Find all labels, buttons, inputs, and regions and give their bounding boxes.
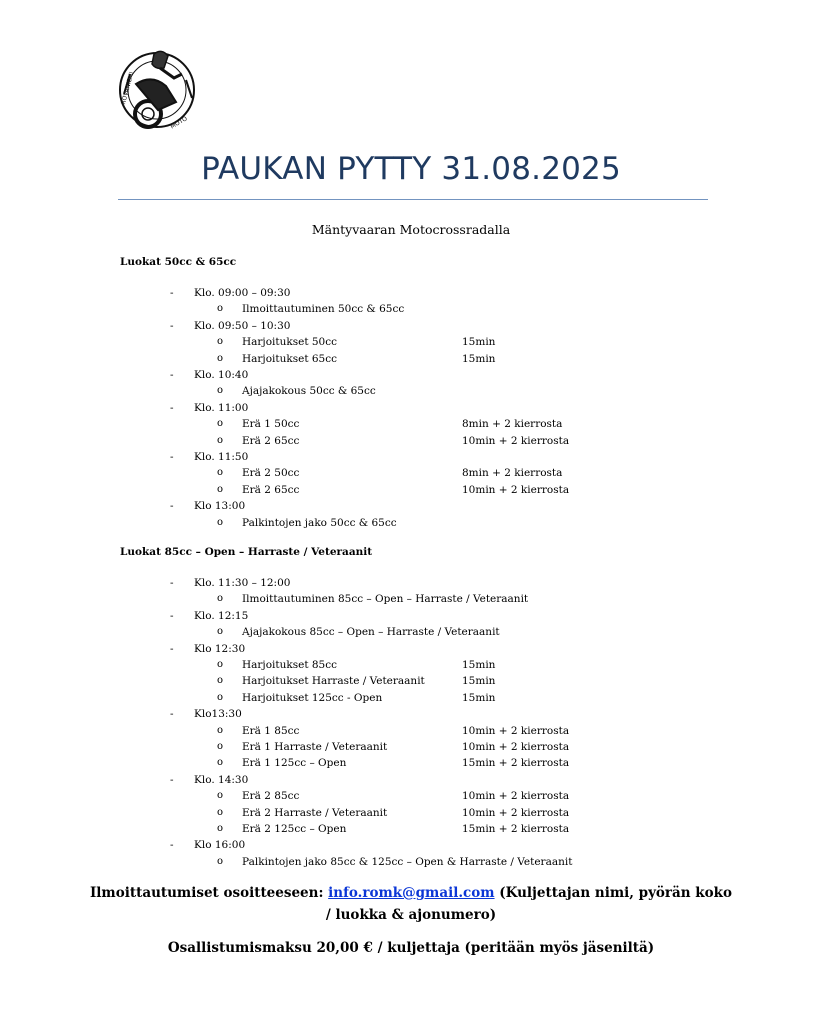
event-name: Erä 2 65cc xyxy=(242,483,300,496)
page-title: PAUKAN PYTTY 31.08.2025 xyxy=(201,151,621,187)
signup-prefix: Ilmoittautumiset osoitteeseen: xyxy=(89,885,324,901)
event-duration: 10min + 2 kierrosta xyxy=(462,790,570,803)
dash-bullet: - xyxy=(170,451,174,463)
circle-bullet: o xyxy=(217,659,224,670)
event-name: Erä 1 50cc xyxy=(242,418,300,431)
signup-suffix-2: / luokka & ajonumero) xyxy=(325,907,497,923)
svg-text:MOTO: MOTO xyxy=(169,115,189,131)
time-label: Klo. 11:00 xyxy=(194,401,249,414)
dash-bullet: - xyxy=(170,708,174,721)
event-duration: 15min + 2 kierrosta xyxy=(462,823,570,835)
time-label: Klo13:30 xyxy=(194,708,242,721)
circle-bullet: o xyxy=(217,467,224,479)
event-duration: 15min xyxy=(462,675,496,688)
time-label: Klo. 12:15 xyxy=(194,609,249,622)
event-name: Palkintojen jako 85cc & 125cc – Open & Harraste / Veteraanit xyxy=(242,855,573,868)
event-duration: 15min + 2 kierrosta xyxy=(462,757,570,770)
event-duration: 10min + 2 kierrosta xyxy=(462,434,570,447)
circle-bullet: o xyxy=(217,418,224,430)
event-name: Ilmoittautuminen 50cc & 65cc xyxy=(242,303,405,316)
event-name: Ajajakokous 85cc – Open – Harraste / Veteraanit xyxy=(242,626,500,639)
title-divider xyxy=(118,199,708,200)
signup-info xyxy=(0,882,822,926)
circle-bullet: o xyxy=(217,806,224,818)
time-label: Klo. 11:50 xyxy=(194,451,249,463)
circle-bullet: o xyxy=(217,626,224,638)
time-label: Klo. 09:50 – 10:30 xyxy=(194,319,291,332)
circle-bullet: o xyxy=(217,790,224,802)
event-name: Erä 2 85cc xyxy=(242,790,300,803)
circle-bullet: o xyxy=(217,303,224,315)
circle-bullet: o xyxy=(217,691,224,703)
dash-bullet: - xyxy=(170,500,174,513)
signup-suffix-1: (Kuljettajan nimi, pyörän koko xyxy=(499,885,733,901)
event-name: Harjoitukset 85cc xyxy=(242,659,337,671)
circle-bullet: o xyxy=(217,483,224,495)
circle-bullet: o xyxy=(217,516,224,528)
circle-bullet: o xyxy=(217,593,224,605)
circle-bullet: o xyxy=(217,675,224,687)
event-name: Harjoitukset Harraste / Veteraanit xyxy=(242,675,425,688)
svg-text:ROVANIEMI: ROVANIEMI xyxy=(119,71,136,106)
dash-bullet: - xyxy=(170,642,174,655)
event-duration: 10min + 2 kierrosta xyxy=(462,483,570,496)
email-link[interactable]: info.romk@gmail.com xyxy=(328,885,495,901)
dash-bullet: - xyxy=(170,369,174,381)
circle-bullet: o xyxy=(217,385,224,397)
event-name: Palkintojen jako 50cc & 65cc xyxy=(242,516,397,529)
dash-bullet: - xyxy=(170,773,174,786)
circle-bullet: o xyxy=(217,741,224,752)
fee-info: Osallistumismaksu 20,00 € / kuljettaja (peritään myös jäseniltä) xyxy=(167,940,655,956)
dash-bullet: - xyxy=(170,839,174,852)
event-name: Erä 2 50cc xyxy=(242,467,300,480)
event-duration: 10min + 2 kierrosta xyxy=(462,724,570,737)
dash-bullet: - xyxy=(170,609,174,622)
event-duration: 8min + 2 kierrosta xyxy=(462,418,563,431)
event-duration: 15min xyxy=(462,691,496,704)
section-heading: Luokat 85cc – Open – Harraste / Veteraanit xyxy=(120,546,373,558)
time-label: Klo 12:30 xyxy=(194,642,246,655)
time-label: Klo 13:00 xyxy=(194,500,246,513)
dash-bullet: - xyxy=(170,319,174,332)
dash-bullet: - xyxy=(170,287,174,299)
event-duration: 8min + 2 kierrosta xyxy=(462,467,563,480)
event-name: Harjoitukset 125cc - Open xyxy=(242,691,383,704)
club-logo xyxy=(116,44,198,136)
event-name: Erä 1 85cc xyxy=(242,724,300,737)
time-label: Klo. 11:30 – 12:00 xyxy=(194,577,291,589)
event-duration: 10min + 2 kierrosta xyxy=(462,806,570,819)
event-name: Erä 2 65cc xyxy=(242,434,300,447)
event-name: Ilmoittautuminen 85cc – Open – Harraste / Veteraanit xyxy=(242,593,529,606)
event-name: Ajajakokous 50cc & 65cc xyxy=(242,385,376,398)
event-name: Erä 2 125cc – Open xyxy=(242,823,347,835)
circle-bullet: o xyxy=(217,757,224,769)
circle-bullet: o xyxy=(217,352,224,364)
event-name: Harjoitukset 50cc xyxy=(242,336,337,349)
event-name: Erä 1 125cc – Open xyxy=(242,757,347,770)
event-name: Erä 1 Harraste / Veteraanit xyxy=(242,741,388,753)
circle-bullet: o xyxy=(217,336,224,348)
time-label: Klo. 10:40 xyxy=(194,369,249,381)
section-heading: Luokat 50cc & 65cc xyxy=(120,256,237,268)
dash-bullet: - xyxy=(170,401,174,414)
time-label: Klo 16:00 xyxy=(194,839,246,852)
subtitle: Mäntyvaaran Motocrossradalla xyxy=(311,222,511,237)
dash-bullet: - xyxy=(170,577,174,589)
circle-bullet: o xyxy=(217,855,224,867)
event-name: Erä 2 Harraste / Veteraanit xyxy=(242,806,388,819)
event-duration: 15min xyxy=(462,659,496,671)
event-duration: 10min + 2 kierrosta xyxy=(462,741,570,753)
circle-bullet: o xyxy=(217,434,224,446)
circle-bullet: o xyxy=(217,823,224,834)
event-name: Harjoitukset 65cc xyxy=(242,352,337,365)
circle-bullet: o xyxy=(217,724,224,736)
time-label: Klo. 09:00 – 09:30 xyxy=(194,287,291,299)
time-label: Klo. 14:30 xyxy=(194,773,249,786)
event-duration: 15min xyxy=(462,336,496,349)
event-duration: 15min xyxy=(462,352,496,365)
